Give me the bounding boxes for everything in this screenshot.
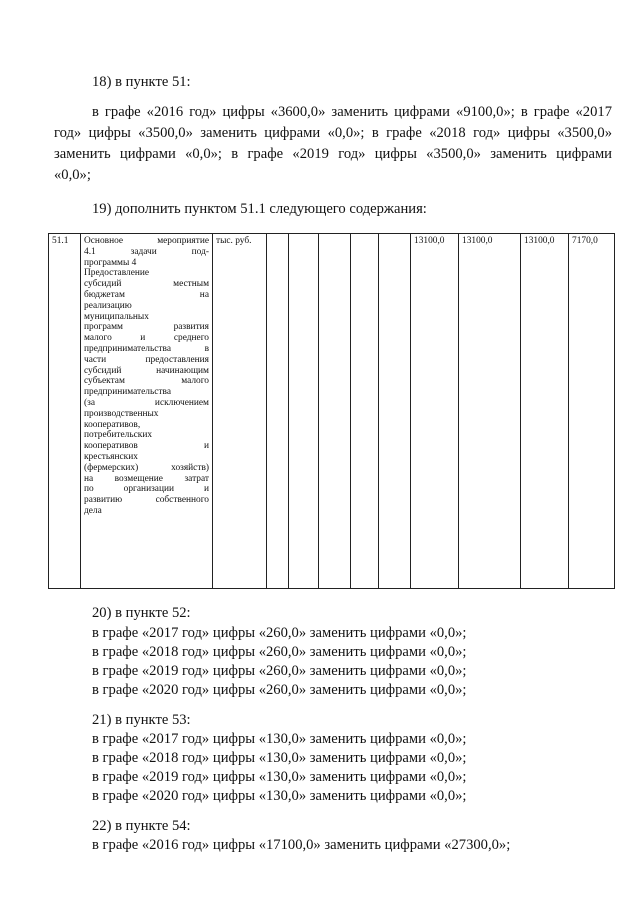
- item-22-line-1: в графе «2016 год» цифры «17100,0» заменить цифрами «27300,0»;: [92, 837, 511, 853]
- description-line: Предоставление: [84, 268, 150, 279]
- value-cell: 7170,0: [569, 234, 615, 589]
- item-20-line-2: в графе «2018 год» цифры «260,0» заменить цифрами «0,0»;: [92, 644, 467, 660]
- description-line: программы 4: [84, 257, 137, 268]
- value-cell: [379, 234, 411, 589]
- description-line: по организации и: [84, 484, 209, 495]
- item-18-line-3: заменить цифрами «0,0»; в графе «2019 год» цифры «3500,0» заменить цифрами: [54, 146, 612, 162]
- amendment-table: [48, 233, 615, 589]
- description-line: крестьянских: [84, 451, 138, 462]
- description-line: субсидий начинающим: [84, 365, 209, 376]
- value-cell: 13100,0: [459, 234, 521, 589]
- item-21-line-3: в графе «2019 год» цифры «130,0» заменить цифрами «0,0»;: [92, 769, 467, 785]
- description-line: предпринимательства в: [84, 343, 209, 354]
- description-line: 4.1 задачи под-: [84, 246, 209, 257]
- item-19-heading: 19) дополнить пунктом 51.1 следующего содержания:: [92, 201, 427, 217]
- item-21-line-2: в графе «2018 год» цифры «130,0» заменить цифрами «0,0»;: [92, 750, 467, 766]
- description-line: кооперативов,: [84, 419, 141, 430]
- value-cell: [289, 234, 319, 589]
- description-line: на возмещение затрат: [84, 473, 209, 484]
- item-18-line-2: год» цифры «3500,0» заменить цифрами «0,0»; в графе «2018 год» цифры «3500,0»: [54, 125, 612, 141]
- unit-cell: тыс. руб.: [213, 234, 267, 589]
- item-22-heading: 22) в пункте 54:: [92, 818, 191, 834]
- description-line: Основное мероприятие: [84, 236, 209, 246]
- item-21-heading: 21) в пункте 53:: [92, 712, 191, 728]
- description-line: (за исключением: [84, 397, 209, 408]
- value-cell: 13100,0: [411, 234, 459, 589]
- description-line: дела: [84, 505, 102, 516]
- item-21-line-4: в графе «2020 год» цифры «130,0» заменить цифрами «0,0»;: [92, 788, 467, 804]
- description-line: потребительских: [84, 430, 153, 441]
- item-18-heading: 18) в пункте 51:: [92, 74, 191, 90]
- description-line: программ развития: [84, 322, 209, 333]
- description-line: субсидий местным: [84, 279, 209, 290]
- item-18-line-1: в графе «2016 год» цифры «3600,0» заменить цифрами «9100,0»; в графе «2017: [92, 104, 612, 120]
- item-20-line-1: в графе «2017 год» цифры «260,0» заменить цифрами «0,0»;: [92, 625, 467, 641]
- value-cell: [267, 234, 289, 589]
- table-row: [49, 234, 615, 589]
- item-20-heading: 20) в пункте 52:: [92, 605, 191, 621]
- item-18-line-4: «0,0»;: [54, 167, 91, 183]
- description-line: бюджетам на: [84, 289, 209, 300]
- value-cell: [351, 234, 379, 589]
- description-line: реализацию: [84, 300, 132, 311]
- description-line: малого и среднего: [84, 333, 209, 344]
- value-cell: [319, 234, 351, 589]
- description-line: развитию собственного: [84, 495, 209, 506]
- description-line: предпринимательства: [84, 387, 171, 398]
- item-20-line-3: в графе «2019 год» цифры «260,0» заменить цифрами «0,0»;: [92, 663, 467, 679]
- item-21-line-1: в графе «2017 год» цифры «130,0» заменить цифрами «0,0»;: [92, 731, 467, 747]
- description-cell: [81, 234, 213, 589]
- value-cell: 13100,0: [521, 234, 569, 589]
- description-line: муниципальных: [84, 311, 149, 322]
- description-line: кооперативов и: [84, 441, 209, 452]
- item-20-line-4: в графе «2020 год» цифры «260,0» заменить цифрами «0,0»;: [92, 682, 467, 698]
- description-line: субъектам малого: [84, 376, 209, 387]
- row-number-cell: 51.1: [49, 234, 81, 589]
- description-line: производственных: [84, 408, 159, 419]
- description-line: (фермерских) хозяйств): [84, 462, 209, 473]
- description-line: части предоставления: [84, 354, 209, 365]
